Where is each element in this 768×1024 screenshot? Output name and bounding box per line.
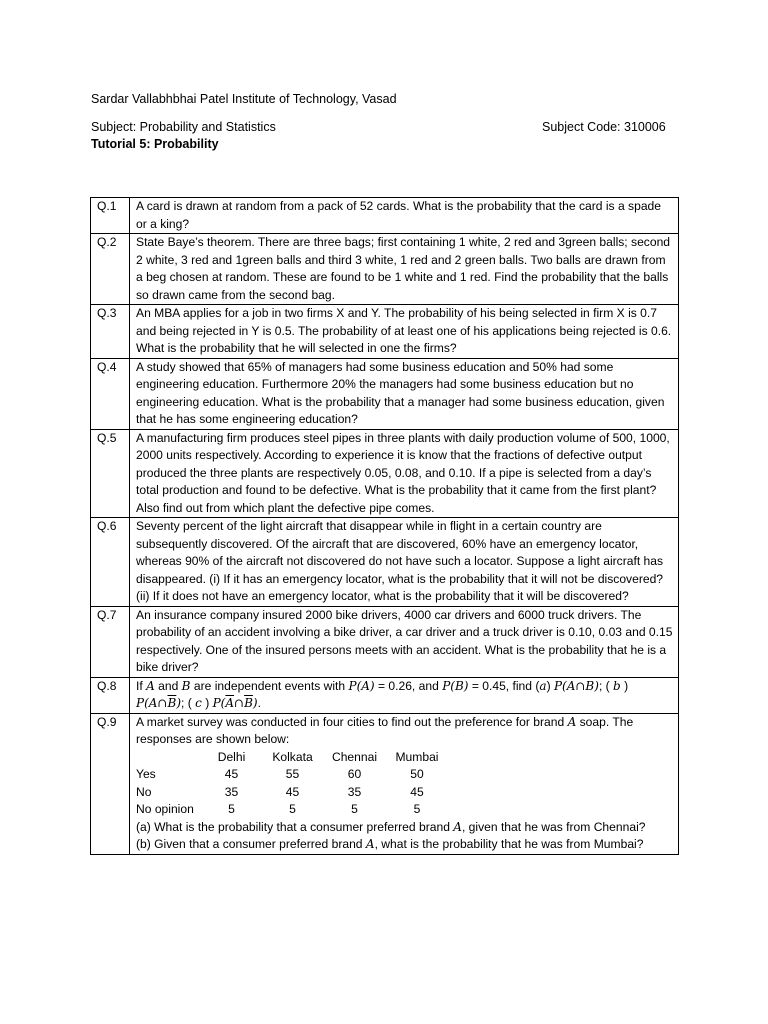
survey-col-header: Chennai xyxy=(331,749,378,764)
question-row xyxy=(91,305,679,359)
question-text: An insurance company insured 2000 bike drivers, 4000 car drivers and 6000 truck drivers. The probability of an accident involving a bike driver, a car driver and a truck driver is 0.10, 0.03 and 0.15 respectively. One of the insured persons meets with an accident. What is the probability that he is a bike driver? xyxy=(130,606,679,677)
question-number: Q.9 xyxy=(91,713,130,854)
survey-cell: 45 xyxy=(410,784,424,799)
subject-code: Subject Code: 310006 xyxy=(542,120,666,134)
question-row-q9 xyxy=(91,713,679,854)
institute-name: Sardar Vallabhbhai Patel Institute of Technology, Vasad xyxy=(91,92,397,106)
q8-text: ) xyxy=(546,678,554,693)
survey-cell: 5 xyxy=(289,802,296,816)
question-row xyxy=(91,358,679,429)
q8-math-complement: $\overline{B}$ xyxy=(244,696,253,710)
question-number: Q.2 xyxy=(91,234,130,305)
question-number: Q.8 xyxy=(91,677,130,713)
question-row-q8 xyxy=(91,677,679,713)
brand-symbol: A xyxy=(365,837,375,851)
q9-part-a-text: , given that he was from Chennai? xyxy=(461,819,646,834)
q8-math: ∩ xyxy=(234,696,245,710)
q8-math: P( xyxy=(212,696,226,710)
q9-part-b-text: , what is the probability that he was from Mumbai? xyxy=(374,837,644,851)
brand-symbol: A xyxy=(453,819,462,834)
q8-math: P(A) xyxy=(348,678,375,693)
question-number: Q.6 xyxy=(91,518,130,607)
q8-text: ; ( xyxy=(181,696,196,710)
q9-intro-text: A market survey was conducted in four cities to find out the preference for brand xyxy=(136,714,568,729)
question-text: An MBA applies for a job in two firms X and Y. The probability of his being selected in firm X is 0.7 and being rejected in Y is 0.5. The probability of at least one of his applications being rejected is 0.6. What is the probability that he will selected in one the firms? xyxy=(130,305,679,359)
q8-math: b xyxy=(613,678,621,693)
survey-cell: 45 xyxy=(224,767,239,781)
question-row xyxy=(91,606,679,677)
question-text: A card is drawn at random from a pack of 52 cards. What is the probability that the card is a spade or a king? xyxy=(130,198,679,234)
survey-col-header: Kolkata xyxy=(272,749,313,764)
question-text: State Baye’s theorem. There are three bags; first containing 1 white, 2 red and 3green balls; second 2 white, 3 red and 1green balls and third 3 white, 1 red and 2 green balls. Two balls are drawn from a beg chosen at random. These are found to be 1 white and 1 red. Find the probability that the balls so drawn came from the second bag. xyxy=(130,234,679,305)
q9-part-b xyxy=(136,836,674,854)
brand-symbol: A xyxy=(567,714,577,729)
question-row xyxy=(91,198,679,234)
q8-math: ) xyxy=(252,696,258,710)
q8-text: If xyxy=(136,678,147,693)
q8-math: B xyxy=(181,678,191,693)
q9-intro-text: soap. The responses are shown below: xyxy=(136,714,634,746)
q8-text: = 0.45, find ( xyxy=(468,678,540,693)
q9-part-b-text: (b) Given that a consumer preferred brand xyxy=(136,837,366,851)
questions-table xyxy=(90,197,679,855)
q8-math: ) xyxy=(176,696,181,710)
q8-text: ) xyxy=(620,678,629,693)
survey-cell: 35 xyxy=(347,784,362,799)
survey-cell: 55 xyxy=(285,767,300,781)
q8-text: and xyxy=(154,678,182,693)
survey-cell: 45 xyxy=(285,784,300,799)
question-number: Q.3 xyxy=(91,305,130,359)
question-text: Seventy percent of the light aircraft that disappear while in flight in a certain country are subsequently discovered. Of the aircraft that are discovered, 60% have an emergency locator, whereas 90% of the aircraft not discovered do not have such a locator. Suppose a light aircraft has disappeared. (i) If it has an emergency locator, what is the probability that it will not be discovered? (ii) If it does not have an emergency locator, what is the probability that it will be discovered? xyxy=(130,518,679,607)
question-text-q9 xyxy=(130,713,679,854)
survey-cell: 60 xyxy=(347,767,362,781)
survey-cell: 5 xyxy=(228,802,235,816)
question-number: Q.4 xyxy=(91,358,130,429)
q8-math-complement: $\overline{B}$ xyxy=(167,696,177,710)
q9-part-a-text: (a) What is the probability that a consumer preferred brand xyxy=(136,819,454,834)
q8-text: ; ( xyxy=(598,678,614,693)
question-text: A study showed that 65% of managers had some business education and 50% had some engineering education. Furthermore 20% the managers had some business education but no engineering education. What is the probability that a manager had some business education, given that he has some engineering education? xyxy=(130,358,679,429)
q8-math: P(B) xyxy=(442,678,469,693)
q8-math-complement: $\overline{A}$ xyxy=(225,696,235,710)
survey-table xyxy=(136,749,674,819)
q8-math: A xyxy=(146,678,155,693)
subject-name: Subject: Probability and Statistics xyxy=(91,120,276,134)
question-row xyxy=(91,518,679,607)
survey-cell: 50 xyxy=(410,767,424,781)
q8-text: . xyxy=(257,696,261,710)
q8-math: c xyxy=(195,696,202,710)
question-row xyxy=(91,234,679,305)
survey-col-header: Delhi xyxy=(217,749,246,764)
q8-math: P(A∩B) xyxy=(553,678,599,693)
q8-text: are independent events with xyxy=(190,678,349,693)
survey-row-label: No opinion xyxy=(136,802,194,816)
tutorial-title: Tutorial 5: Probability xyxy=(91,137,219,151)
question-text-q8 xyxy=(130,677,679,713)
survey-col-header: Mumbai xyxy=(395,749,439,764)
q9-part-a xyxy=(136,819,674,837)
q8-text: = 0.26, and xyxy=(374,678,443,693)
q8-math: a xyxy=(539,678,547,693)
question-number: Q.7 xyxy=(91,606,130,677)
q9-intro xyxy=(136,714,674,749)
survey-cell: 35 xyxy=(224,784,239,799)
question-text: A manufacturing firm produces steel pipes in three plants with daily production volume of 500, 1000, 2000 units respectively. According to experience it is know that the fractions of defective output produced the three plants are respectively 0.05, 0.08, and 0.10. If a pipe is selected from a day’s total production and found to be defective. What is the probability that it came from the first plant? Also find out from which plant the defective pipe comes. xyxy=(130,429,679,518)
question-number: Q.1 xyxy=(91,198,130,234)
survey-corner xyxy=(136,749,200,767)
survey-row-label: Yes xyxy=(136,767,156,781)
q8-text: ) xyxy=(201,696,213,710)
survey-cell: 5 xyxy=(351,802,358,816)
q8-math: P(A∩ xyxy=(136,696,168,710)
question-row xyxy=(91,429,679,518)
survey-row-label: No xyxy=(136,784,152,799)
survey-cell: 5 xyxy=(413,802,421,816)
question-number: Q.5 xyxy=(91,429,130,518)
